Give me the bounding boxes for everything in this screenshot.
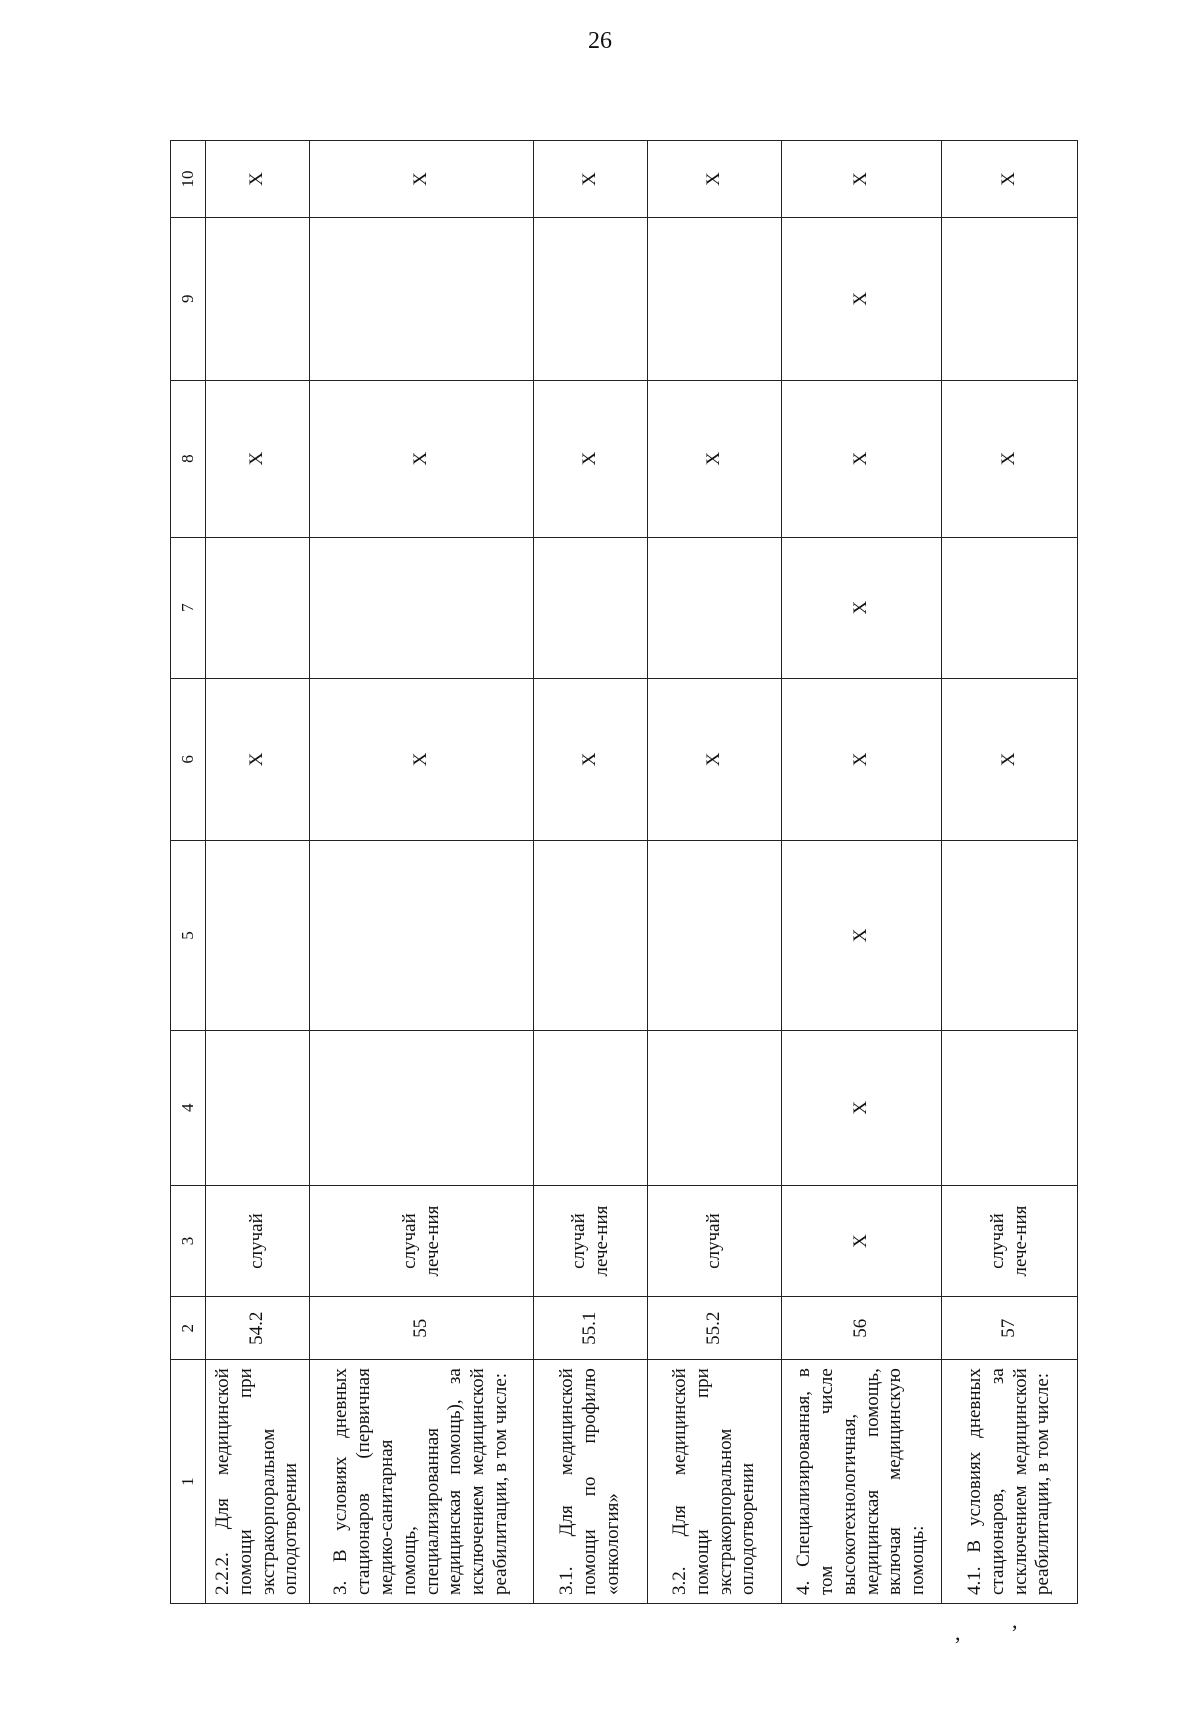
row-unit: случай лече-ния (534, 1185, 648, 1297)
cell-col5 (534, 841, 648, 1031)
cell-col8: X (206, 380, 310, 537)
table-row (782, 141, 942, 1604)
cell-col4 (310, 1030, 534, 1185)
cell-col5 (310, 841, 534, 1031)
row-name: 4. Специализированная, в том числе высокотехнологичная, медицинская помощь, включая медицинскую помощь: (782, 1360, 942, 1604)
table-row (648, 141, 782, 1604)
table-row (942, 141, 1078, 1604)
cell-col10: X (942, 141, 1078, 218)
cell-col5 (942, 841, 1078, 1031)
cell-col8: X (648, 380, 782, 537)
row-name: 4.1. В условиях дневных стационаров, за исключением медицинской реабилитации, в том числе: (942, 1360, 1078, 1604)
row-code: 57 (942, 1297, 1078, 1360)
cell-col8: X (534, 380, 648, 537)
cell-col8: X (310, 380, 534, 537)
row-unit: случай (206, 1185, 310, 1297)
cell-col7: X (782, 537, 942, 678)
cell-col6: X (782, 678, 942, 841)
cell-col4 (534, 1030, 648, 1185)
cell-col9 (206, 218, 310, 381)
row-unit: случай (648, 1185, 782, 1297)
cell-col7 (310, 537, 534, 678)
rotated-table-container (170, 140, 1054, 1604)
cell-col5 (648, 841, 782, 1031)
row-unit: случай лече-ния (310, 1185, 534, 1297)
row-code: 55 (310, 1297, 534, 1360)
cell-col10: X (648, 141, 782, 218)
cell-col10: X (310, 141, 534, 218)
cell-col9 (648, 218, 782, 381)
cell-col9 (534, 218, 648, 381)
cell-col5 (206, 841, 310, 1031)
column-header: 2 (171, 1297, 206, 1360)
table-row (310, 141, 534, 1604)
cell-col6: X (534, 678, 648, 841)
page-number: 26 (588, 28, 612, 54)
table-row (206, 141, 310, 1604)
column-header: 4 (171, 1030, 206, 1185)
cell-col7 (534, 537, 648, 678)
cell-col9: X (782, 218, 942, 381)
row-unit: X (782, 1185, 942, 1297)
row-code: 54.2 (206, 1297, 310, 1360)
row-name: 3.2. Для медицинской помощи при экстракорпоральном оплодотворении (648, 1360, 782, 1604)
column-header: 10 (171, 141, 206, 218)
table-row (534, 141, 648, 1604)
cell-col6: X (648, 678, 782, 841)
cell-col8: X (942, 380, 1078, 537)
column-header: 8 (171, 380, 206, 537)
scan-speck: , (1012, 1608, 1018, 1633)
cell-col9 (942, 218, 1078, 381)
row-name: 3.1. Для медицинской помощи по профилю «онкология» (534, 1360, 648, 1604)
column-header: 7 (171, 537, 206, 678)
row-name: 3. В условиях дневных стационаров (первичная медико-санитарная помощь, специализированная медицинская помощь), за исключением медицинской реабилитации, в том числе: (310, 1360, 534, 1604)
column-header: 5 (171, 841, 206, 1031)
data-table (170, 140, 1078, 1604)
table-header-row (171, 141, 206, 1604)
cell-col6: X (206, 678, 310, 841)
cell-col10: X (206, 141, 310, 218)
cell-col4: X (782, 1030, 942, 1185)
column-header: 6 (171, 678, 206, 841)
cell-col8: X (782, 380, 942, 537)
column-header: 3 (171, 1185, 206, 1297)
row-code: 55.1 (534, 1297, 648, 1360)
column-header: 1 (171, 1360, 206, 1604)
row-code: 55.2 (648, 1297, 782, 1360)
row-name: 2.2.2. Для медицинской помощи при экстракорпоральном оплодотворении (206, 1360, 310, 1604)
cell-col4 (206, 1030, 310, 1185)
row-unit: случай лече-ния (942, 1185, 1078, 1297)
cell-col4 (648, 1030, 782, 1185)
cell-col6: X (310, 678, 534, 841)
column-header: 9 (171, 218, 206, 381)
cell-col6: X (942, 678, 1078, 841)
cell-col7 (648, 537, 782, 678)
cell-col7 (206, 537, 310, 678)
cell-col10: X (782, 141, 942, 218)
cell-col7 (942, 537, 1078, 678)
row-code: 56 (782, 1297, 942, 1360)
cell-col4 (942, 1030, 1078, 1185)
cell-col5: X (782, 841, 942, 1031)
cell-col9 (310, 218, 534, 381)
cell-col10: X (534, 141, 648, 218)
scan-speck: , (955, 1620, 961, 1645)
